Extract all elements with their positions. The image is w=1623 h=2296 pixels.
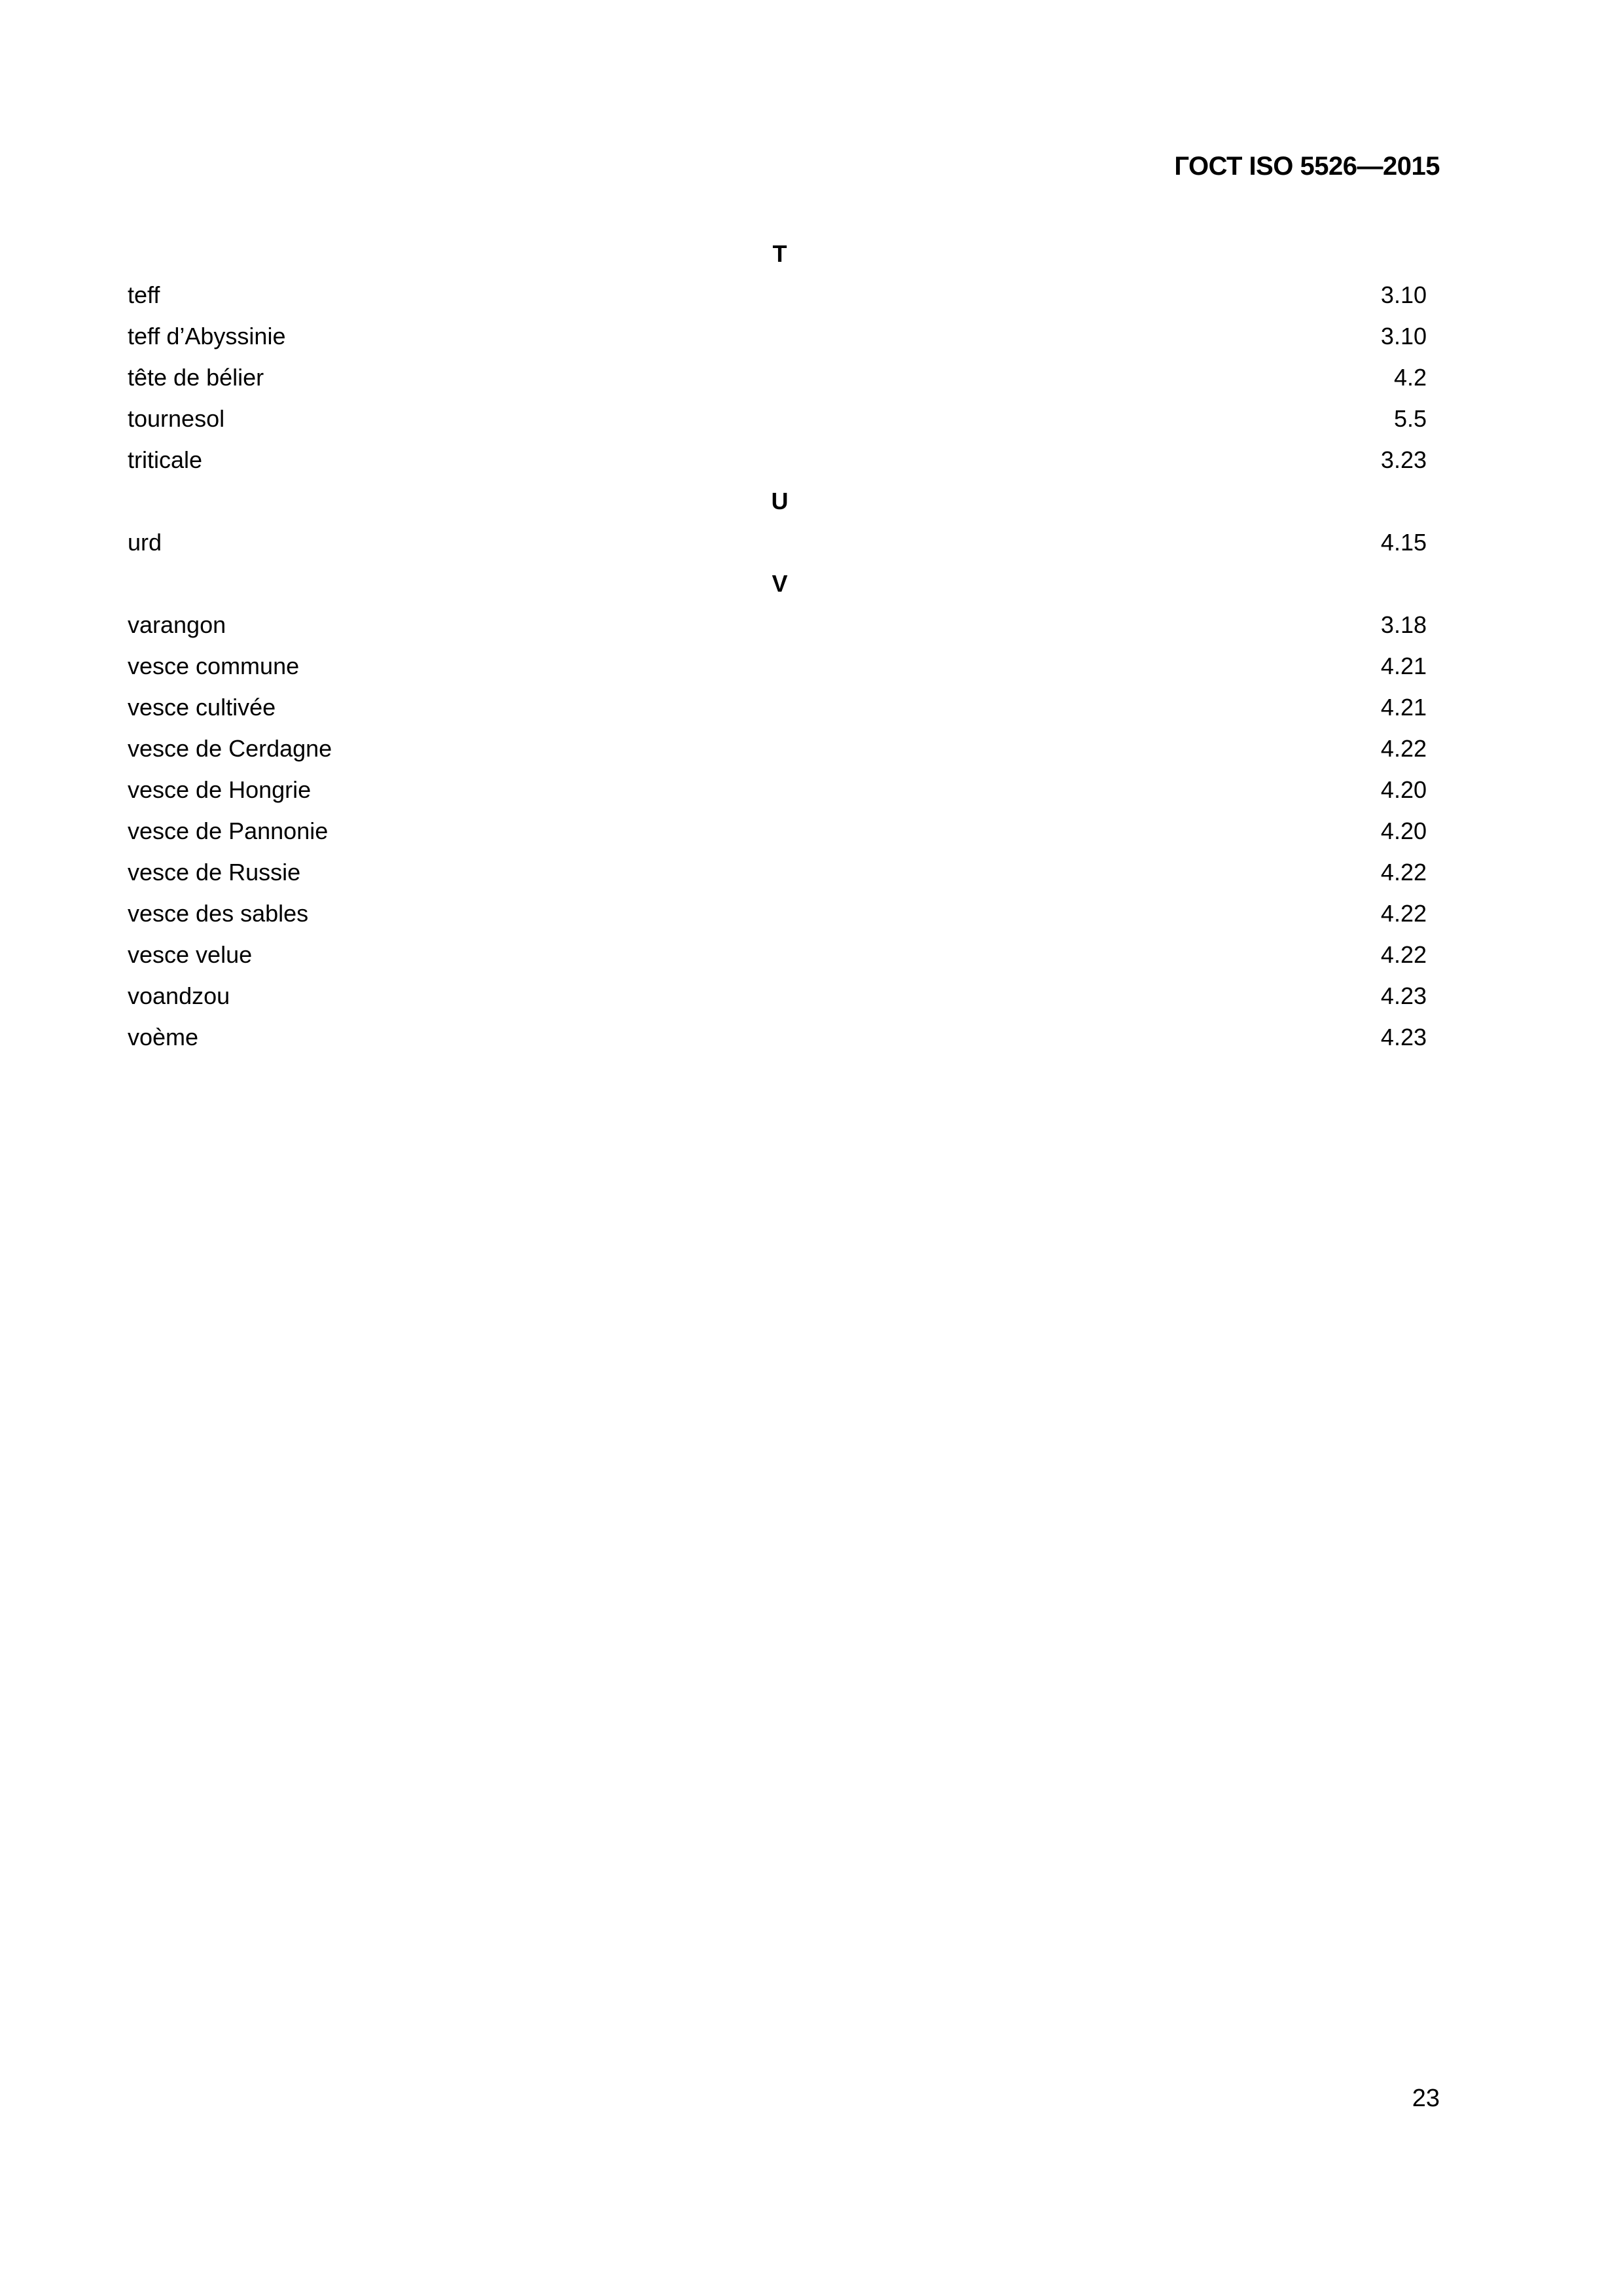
index-entry: [128, 645, 1427, 687]
index-reference: 3.10: [1380, 281, 1427, 308]
index-term: voème: [128, 1024, 199, 1050]
index-reference: 4.21: [1380, 694, 1427, 721]
index-entry: [128, 975, 1427, 1016]
index-entry: [128, 274, 1427, 315]
index-reference: 3.10: [1380, 323, 1427, 350]
index-reference: 5.5: [1393, 405, 1427, 432]
index-term: vesce de Cerdagne: [128, 735, 332, 762]
index-entry: [128, 357, 1427, 398]
index-entry: [128, 315, 1427, 357]
index-term: urd: [128, 529, 162, 556]
index-letter: U: [771, 488, 789, 514]
index-term: vesce cultivée: [128, 694, 276, 721]
index-term: teff d’Abyssinie: [128, 323, 286, 350]
alphabetical-index: [128, 233, 1427, 1058]
index-term: voandzou: [128, 982, 230, 1009]
index-letter: T: [772, 240, 787, 267]
index-term: vesce des sables: [128, 900, 309, 927]
index-reference: 4.22: [1380, 941, 1427, 968]
index-reference: 4.20: [1380, 817, 1427, 844]
index-reference: 4.23: [1380, 1024, 1427, 1050]
index-entry: [128, 1016, 1427, 1058]
index-reference: 3.18: [1380, 611, 1427, 638]
index-letter-heading: [128, 563, 1427, 604]
index-reference: 4.22: [1380, 859, 1427, 886]
index-term: varangon: [128, 611, 226, 638]
index-entry: [128, 893, 1427, 934]
index-entry: [128, 687, 1427, 728]
index-term: vesce commune: [128, 653, 300, 679]
document-header: ГОСТ ISO 5526—2015: [1174, 152, 1440, 181]
index-reference: 4.21: [1380, 653, 1427, 679]
index-letter: V: [772, 570, 788, 597]
index-reference: 3.23: [1380, 446, 1427, 473]
index-entry: [128, 852, 1427, 893]
index-reference: 4.22: [1380, 900, 1427, 927]
index-entry: [128, 604, 1427, 645]
index-term: vesce de Russie: [128, 859, 301, 886]
index-reference: 4.23: [1380, 982, 1427, 1009]
index-entry: [128, 769, 1427, 810]
index-term: triticale: [128, 446, 203, 473]
index-entry: [128, 934, 1427, 975]
index-reference: 4.22: [1380, 735, 1427, 762]
index-term: vesce velue: [128, 941, 253, 968]
index-reference: 4.15: [1380, 529, 1427, 556]
index-entry: [128, 728, 1427, 769]
index-term: tête de bélier: [128, 364, 264, 391]
index-letter-heading: [128, 480, 1427, 522]
index-entry: [128, 522, 1427, 563]
index-term: tournesol: [128, 405, 225, 432]
index-entry: [128, 810, 1427, 852]
index-reference: 4.2: [1393, 364, 1427, 391]
index-term: vesce de Pannonie: [128, 817, 329, 844]
index-term: teff: [128, 281, 160, 308]
index-term: vesce de Hongrie: [128, 776, 312, 803]
index-entry: [128, 398, 1427, 439]
index-reference: 4.20: [1380, 776, 1427, 803]
page-number: 23: [1412, 2085, 1440, 2112]
index-letter-heading: [128, 233, 1427, 274]
index-entry: [128, 439, 1427, 480]
